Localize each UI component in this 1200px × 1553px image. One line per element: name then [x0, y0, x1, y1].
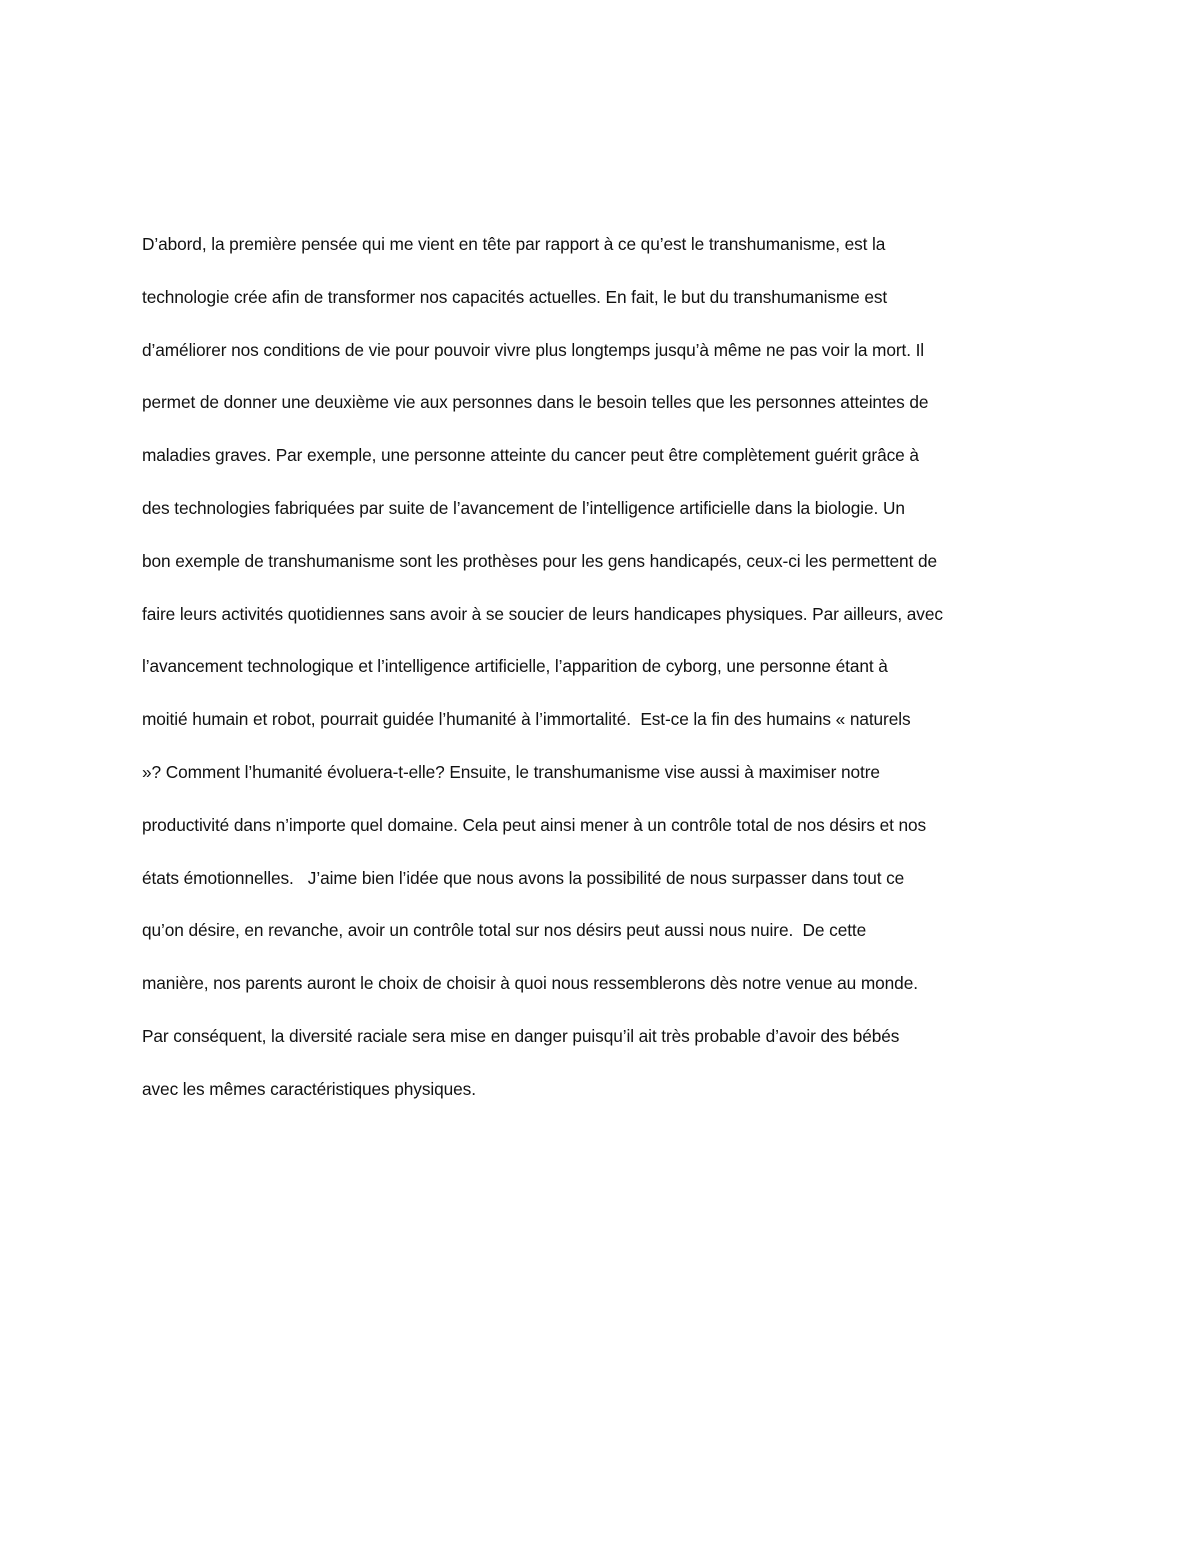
text-line: états émotionnelles. J’aime bien l’idée que nous avons la possibilité de nous surpasser dans tout ce — [142, 867, 905, 888]
text-line: l’avancement technologique et l’intelligence artificielle, l’apparition de cyborg, une personne étant à — [142, 656, 888, 677]
body-paragraph — [142, 229, 1082, 1127]
text-line: manière, nos parents auront le choix de choisir à quoi nous ressemblerons dès notre venue au monde. — [142, 973, 918, 994]
text-line: D’abord, la première pensée qui me vient en tête par rapport à ce qu’est le transhumanisme, est la — [142, 234, 886, 254]
text-line: maladies graves. Par exemple, une personne atteinte du cancer peut être complètement guérit grâce à — [142, 445, 919, 466]
text-line: bon exemple de transhumanisme sont les prothèses pour les gens handicapés, ceux-ci les permettent de — [142, 550, 937, 571]
text-line: permet de donner une deuxième vie aux personnes dans le besoin telles que les personnes atteintes de — [142, 392, 929, 413]
text-line: moitié humain et robot, pourrait guidée l’humanité à l’immortalité. Est-ce la fin des humains « naturels — [142, 709, 911, 730]
text-line: qu’on désire, en revanche, avoir un contrôle total sur nos désirs peut aussi nous nuire. De cette — [142, 920, 867, 941]
text-line: d’améliorer nos conditions de vie pour pouvoir vivre plus longtemps jusqu’à même ne pas voir la mort. Il — [142, 339, 925, 360]
text-line: technologie crée afin de transformer nos capacités actuelles. En fait, le but du transhumanisme est — [142, 286, 888, 307]
text-line: productivité dans n’importe quel domaine. Cela peut ainsi mener à un contrôle total de nos désirs et nos — [142, 814, 927, 835]
text-line: Par conséquent, la diversité raciale sera mise en danger puisqu’il ait très probable d’avoir des bébés — [142, 1025, 900, 1046]
text-line: avec les mêmes caractéristiques physiques. — [142, 1078, 476, 1099]
text-line: des technologies fabriquées par suite de l’avancement de l’intelligence artificielle dans la biologie. Un — [142, 497, 905, 518]
text-line: »? Comment l’humanité évoluera-t-elle? Ensuite, le transhumanisme vise aussi à maximiser notre — [142, 761, 880, 782]
text-line: faire leurs activités quotidiennes sans avoir à se soucier de leurs handicapes physiques. Par ailleurs, avec — [142, 603, 943, 624]
